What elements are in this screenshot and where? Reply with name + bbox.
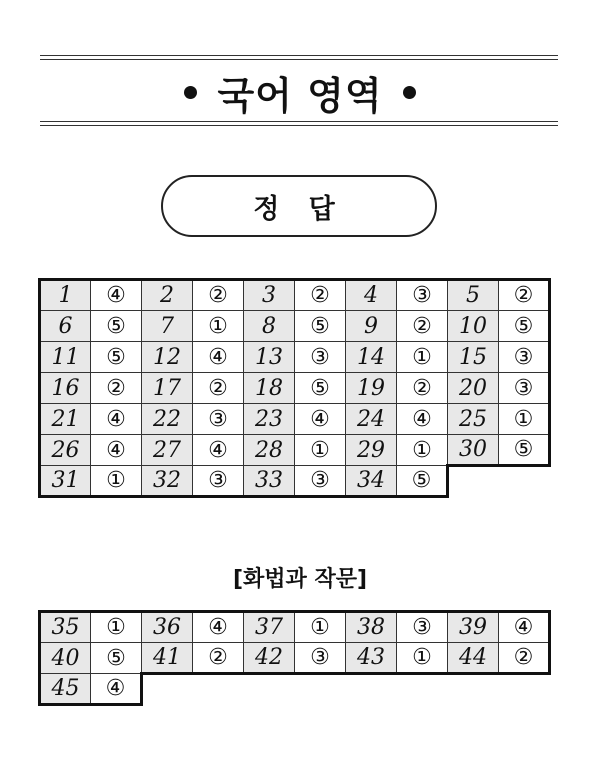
answer-value: ① <box>295 612 346 643</box>
question-number: 16 <box>40 373 91 404</box>
question-number: 23 <box>244 404 295 435</box>
empty-cell <box>448 674 499 705</box>
table-row <box>40 342 550 373</box>
question-number: 45 <box>40 674 91 705</box>
question-number: 10 <box>448 311 499 342</box>
answer-value: ① <box>499 404 550 435</box>
answer-value: ⑤ <box>397 466 448 497</box>
question-number: 4 <box>346 280 397 311</box>
page-title <box>0 66 600 118</box>
empty-cell <box>295 674 346 705</box>
question-number: 43 <box>346 643 397 674</box>
answer-value: ④ <box>193 612 244 643</box>
question-number: 17 <box>142 373 193 404</box>
answer-value: ⑤ <box>499 311 550 342</box>
question-number: 22 <box>142 404 193 435</box>
section-title: [화법과 작문] <box>232 567 368 592</box>
table-row <box>40 435 550 466</box>
question-number: 35 <box>40 612 91 643</box>
empty-cell <box>244 674 295 705</box>
question-number: 41 <box>142 643 193 674</box>
title-text: 국어 영역 <box>217 73 383 118</box>
answer-value: ① <box>295 435 346 466</box>
answer-value: ③ <box>397 612 448 643</box>
empty-cell <box>499 674 550 705</box>
answer-value: ⑤ <box>295 311 346 342</box>
question-number: 18 <box>244 373 295 404</box>
question-number: 34 <box>346 466 397 497</box>
question-number: 2 <box>142 280 193 311</box>
question-number: 8 <box>244 311 295 342</box>
table-row <box>40 311 550 342</box>
question-number: 24 <box>346 404 397 435</box>
answer-value: ④ <box>91 435 142 466</box>
question-number: 28 <box>244 435 295 466</box>
question-number: 5 <box>448 280 499 311</box>
answer-table <box>38 278 551 498</box>
empty-cell <box>397 674 448 705</box>
answer-value: ③ <box>499 373 550 404</box>
question-number: 21 <box>40 404 91 435</box>
table-row <box>40 612 550 643</box>
answer-value: ⑤ <box>91 643 142 674</box>
empty-cell <box>448 466 499 497</box>
answer-value: ④ <box>91 674 142 705</box>
section-answer-table <box>38 610 551 706</box>
answer-value: ① <box>193 311 244 342</box>
question-number: 12 <box>142 342 193 373</box>
empty-cell <box>346 674 397 705</box>
question-number: 14 <box>346 342 397 373</box>
table-row <box>40 373 550 404</box>
question-number: 39 <box>448 612 499 643</box>
answer-label: 정 답 <box>161 175 437 237</box>
answer-value: ⑤ <box>499 435 550 466</box>
question-number: 15 <box>448 342 499 373</box>
bottom-rule-1 <box>40 121 558 122</box>
question-number: 6 <box>40 311 91 342</box>
answer-value: ③ <box>295 466 346 497</box>
table-row <box>40 404 550 435</box>
top-rule-1 <box>40 55 558 56</box>
question-number: 44 <box>448 643 499 674</box>
answer-value: ⑤ <box>91 342 142 373</box>
question-number: 11 <box>40 342 91 373</box>
question-number: 9 <box>346 311 397 342</box>
answer-value: ④ <box>193 435 244 466</box>
answer-value: ⑤ <box>91 311 142 342</box>
answer-value: ③ <box>295 342 346 373</box>
answer-value: ② <box>193 280 244 311</box>
question-number: 19 <box>346 373 397 404</box>
question-number: 20 <box>448 373 499 404</box>
question-number: 13 <box>244 342 295 373</box>
question-number: 26 <box>40 435 91 466</box>
answer-value: ③ <box>193 466 244 497</box>
answer-value: ③ <box>193 404 244 435</box>
question-number: 31 <box>40 466 91 497</box>
answer-value: ④ <box>499 612 550 643</box>
empty-cell <box>499 466 550 497</box>
answer-value: ② <box>295 280 346 311</box>
table-row <box>40 674 550 705</box>
answer-value: ② <box>499 643 550 674</box>
answer-value: ③ <box>295 643 346 674</box>
answer-value: ① <box>397 342 448 373</box>
question-number: 33 <box>244 466 295 497</box>
answer-value: ② <box>91 373 142 404</box>
answer-value: ② <box>397 373 448 404</box>
empty-cell <box>193 674 244 705</box>
answer-value: ① <box>397 435 448 466</box>
answer-value: ③ <box>397 280 448 311</box>
question-number: 37 <box>244 612 295 643</box>
empty-cell <box>142 674 193 705</box>
top-rule-2 <box>40 59 558 60</box>
question-number: 7 <box>142 311 193 342</box>
question-number: 27 <box>142 435 193 466</box>
bottom-rule-2 <box>40 125 558 126</box>
answer-value: ① <box>91 612 142 643</box>
answer-value: ③ <box>499 342 550 373</box>
answer-value: ① <box>91 466 142 497</box>
answer-value: ④ <box>397 404 448 435</box>
answer-value: ④ <box>91 280 142 311</box>
bullet-right-icon <box>403 86 416 99</box>
answer-value: ② <box>193 373 244 404</box>
answer-value: ② <box>397 311 448 342</box>
question-number: 36 <box>142 612 193 643</box>
question-number: 25 <box>448 404 499 435</box>
question-number: 30 <box>448 435 499 466</box>
question-number: 3 <box>244 280 295 311</box>
table-row <box>40 643 550 674</box>
answer-value: ② <box>193 643 244 674</box>
question-number: 32 <box>142 466 193 497</box>
question-number: 1 <box>40 280 91 311</box>
table-row <box>40 280 550 311</box>
answer-value: ② <box>499 280 550 311</box>
answer-value: ④ <box>193 342 244 373</box>
question-number: 40 <box>40 643 91 674</box>
answer-value: ④ <box>295 404 346 435</box>
table-row <box>40 466 550 497</box>
question-number: 42 <box>244 643 295 674</box>
question-number: 29 <box>346 435 397 466</box>
question-number: 38 <box>346 612 397 643</box>
bullet-left-icon <box>184 86 197 99</box>
answer-value: ① <box>397 643 448 674</box>
answer-value: ⑤ <box>295 373 346 404</box>
answer-value: ④ <box>91 404 142 435</box>
